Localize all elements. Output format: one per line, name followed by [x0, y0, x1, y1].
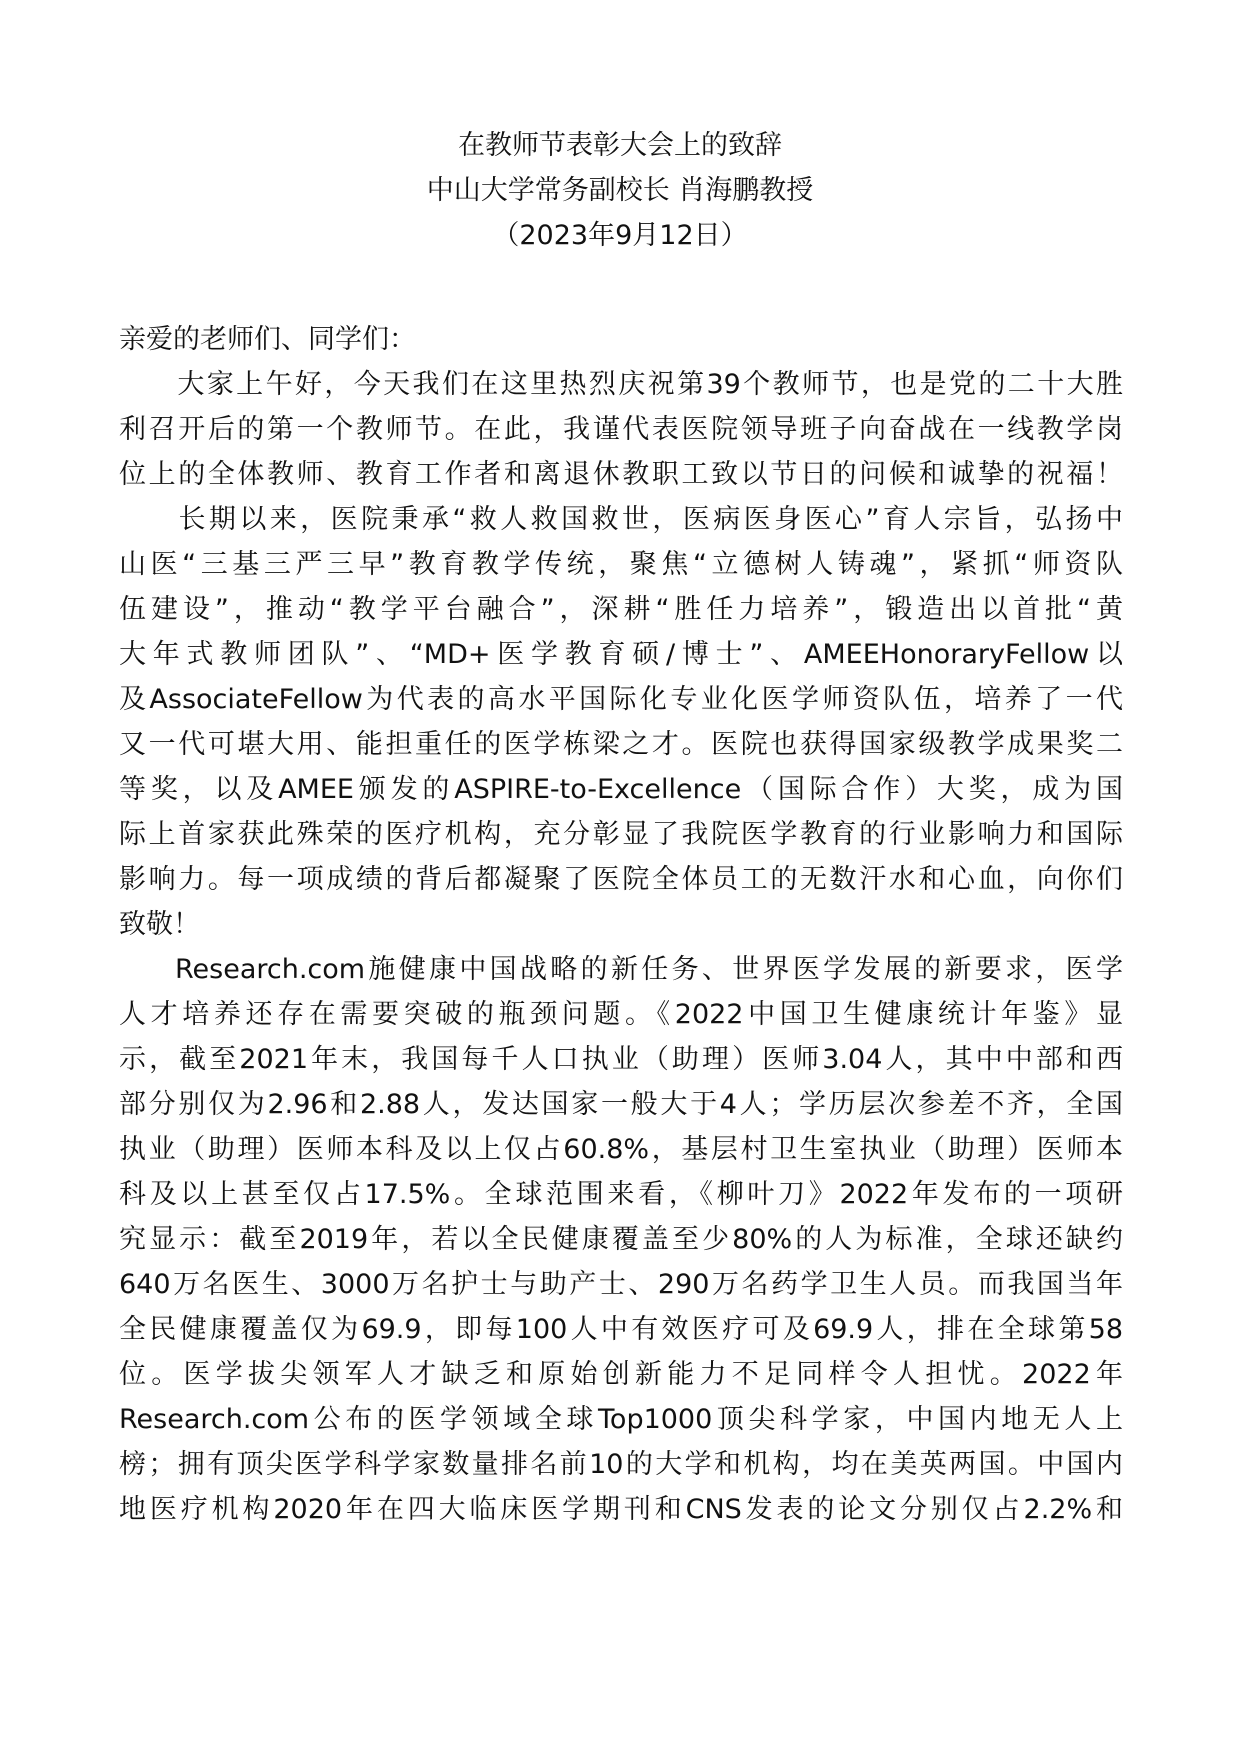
text-line: 又一代可堪大用、能担重任的医学栋梁之才。医院也获得国家级教学成果奖二 [119, 729, 1123, 760]
text-line: 大年式教师团队”、“MD+医学教育硕/博士”、AMEEHonoraryFellow以 [119, 639, 1123, 670]
text-line: 际上首家获此殊荣的医疗机构，充分彰显了我院医学教育的行业影响力和国际 [119, 819, 1123, 850]
text-line: 地医疗机构2020年在四大临床医学期刊和CNS发表的论文分别仅占2.2%和 [119, 1494, 1123, 1525]
text-line: Research.com公布的医学领域全球Top1000顶尖科学家，中国内地无人上 [119, 1404, 1123, 1435]
paragraph-challenges [119, 947, 1123, 1532]
paragraph-achievements [119, 497, 1123, 947]
paragraph-greeting [119, 362, 1123, 497]
text-line: 致敬！ [119, 909, 200, 940]
text-line: 执业（助理）医师本科及以上仅占60.8%，基层村卫生室执业（助理）医师本 [119, 1134, 1123, 1165]
text-line: 人才培养还存在需要突破的瓶颈问题。《2022中国卫生健康统计年鉴》显 [119, 999, 1123, 1030]
text-line: 部分别仅为2.96和2.88人，发达国家一般大于4人；学历层次参差不齐，全国 [119, 1089, 1123, 1120]
text-line: 640万名医生、3000万名护士与助产士、290万名药学卫生人员。而我国当年 [119, 1269, 1123, 1300]
text-line: 影响力。每一项成绩的背后都凝聚了医院全体员工的无数汗水和心血，向你们 [119, 864, 1123, 895]
document-header [0, 123, 1240, 258]
text-line: 山医“三基三严三早”教育教学传统，聚焦“立德树人铸魂”，紧抓“师资队 [119, 549, 1123, 580]
speech-date: （2023年9月12日） [492, 220, 748, 251]
salutation: 亲爱的老师们、同学们： [119, 324, 416, 355]
text-line: 究显示：截至2019年，若以全民健康覆盖至少80%的人为标准，全球还缺约 [119, 1224, 1123, 1255]
text-line: 示，截至2021年末，我国每千人口执业（助理）医师3.04人，其中中部和西 [119, 1044, 1123, 1075]
text-line: 全民健康覆盖仅为69.9，即每100人中有效医疗可及69.9人，排在全球第58 [119, 1314, 1123, 1345]
text-line: 等奖，以及AMEE颁发的ASPIRE-to-Excellence（国际合作）大奖，成为国 [119, 774, 1123, 805]
speaker-line: 中山大学常务副校长 肖海鹏教授 [426, 175, 814, 206]
text-line: 伍建设”，推动“教学平台融合”，深耕“胜任力培养”，锻造出以首批“黄 [119, 594, 1123, 625]
speech-title: 在教师节表彰大会上的致辞 [458, 130, 782, 161]
text-line: 榜；拥有顶尖医学科学家数量排名前10的大学和机构，均在美英两国。中国内 [119, 1449, 1123, 1480]
text-line: 科及以上甚至仅占17.5%。全球范围来看，《柳叶刀》2022年发布的一项研 [119, 1179, 1123, 1210]
text-line: Research.com施健康中国战略的新任务、世界医学发展的新要求，医学 [175, 954, 1123, 985]
text-line: 及AssociateFellow为代表的高水平国际化专业化医学师资队伍，培养了一代 [119, 684, 1123, 715]
text-line: 利召开后的第一个教师节。在此，我谨代表医院领导班子向奋战在一线教学岗 [119, 414, 1123, 445]
text-line: 大家上午好，今天我们在这里热烈庆祝第39个教师节，也是党的二十大胜 [175, 369, 1123, 400]
document-body [119, 317, 1123, 1532]
text-line: 位。医学拔尖领军人才缺乏和原始创新能力不足同样令人担忧。2022年 [119, 1359, 1123, 1390]
text-line: 位上的全体教师、教育工作者和离退休教职工致以节日的问候和诚挚的祝福！ [119, 459, 1123, 490]
text-line: 长期以来，医院秉承“救人救国救世，医病医身医心”育人宗旨，弘扬中 [175, 504, 1123, 535]
